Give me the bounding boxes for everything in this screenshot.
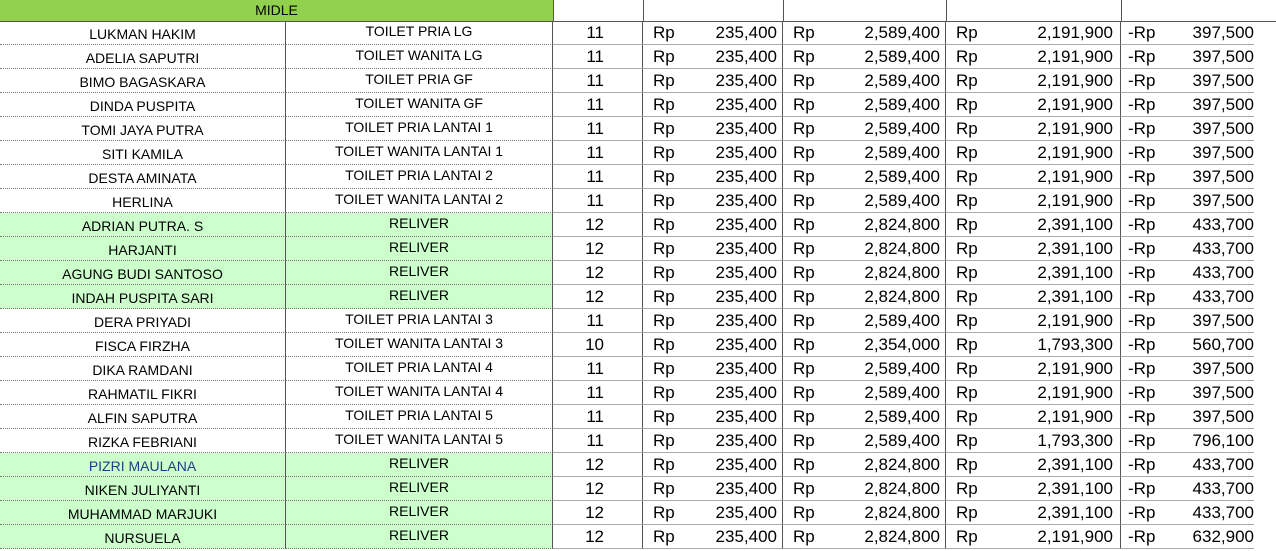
table-row bbox=[0, 453, 1276, 477]
employee-name-cell[interactable]: AGUNG BUDI SANTOSO bbox=[0, 261, 286, 285]
table-row bbox=[0, 213, 1276, 237]
daily-rate-cell[interactable]: 235,400 bbox=[683, 45, 783, 69]
paid-amount-cell[interactable]: 2,191,900 bbox=[986, 69, 1121, 93]
neg-currency-label-cell[interactable]: -Rp bbox=[1121, 141, 1161, 165]
paid-amount-cell[interactable]: 2,191,900 bbox=[986, 189, 1121, 213]
currency-label-cell[interactable]: Rp bbox=[946, 357, 986, 381]
table-row bbox=[0, 189, 1276, 213]
days-cell[interactable]: 12 bbox=[553, 261, 643, 285]
location-cell[interactable]: RELIVER bbox=[286, 237, 553, 261]
header-blank-cell[interactable] bbox=[783, 0, 947, 22]
currency-label-cell[interactable]: Rp bbox=[643, 261, 683, 285]
currency-label-cell[interactable]: Rp bbox=[946, 525, 986, 549]
currency-label-cell[interactable]: Rp bbox=[643, 501, 683, 525]
employee-name-cell[interactable]: RIZKA FEBRIANI bbox=[0, 429, 286, 453]
table-row bbox=[0, 381, 1276, 405]
paid-amount-cell[interactable]: 2,191,900 bbox=[986, 141, 1121, 165]
difference-amount-cell[interactable]: 397,500 bbox=[1161, 21, 1254, 45]
location-cell[interactable]: RELIVER bbox=[286, 261, 553, 285]
difference-amount-cell[interactable]: 397,500 bbox=[1161, 309, 1254, 333]
days-cell[interactable]: 11 bbox=[553, 309, 643, 333]
neg-currency-label-cell[interactable]: -Rp bbox=[1121, 405, 1161, 429]
currency-label-cell[interactable]: Rp bbox=[946, 453, 986, 477]
total-amount-cell[interactable]: 2,824,800 bbox=[823, 453, 946, 477]
difference-amount-cell[interactable]: 433,700 bbox=[1161, 213, 1254, 237]
header-blank-cell[interactable] bbox=[643, 0, 784, 22]
location-cell[interactable]: TOILET PRIA LANTAI 1 bbox=[286, 117, 553, 141]
currency-label-cell[interactable]: Rp bbox=[946, 213, 986, 237]
days-cell[interactable]: 12 bbox=[553, 501, 643, 525]
daily-rate-cell[interactable]: 235,400 bbox=[683, 501, 783, 525]
days-cell[interactable]: 11 bbox=[553, 429, 643, 453]
employee-name-cell[interactable]: INDAH PUSPITA SARI bbox=[0, 285, 286, 309]
table-row bbox=[0, 405, 1276, 429]
paid-amount-cell[interactable]: 1,793,300 bbox=[986, 429, 1121, 453]
neg-currency-label-cell[interactable]: -Rp bbox=[1121, 69, 1161, 93]
currency-label-cell[interactable]: Rp bbox=[783, 453, 823, 477]
daily-rate-cell[interactable]: 235,400 bbox=[683, 189, 783, 213]
table-row bbox=[0, 69, 1276, 93]
currency-label-cell[interactable]: Rp bbox=[946, 429, 986, 453]
location-cell[interactable]: TOILET WANITA LANTAI 4 bbox=[286, 381, 553, 405]
table-row bbox=[0, 501, 1276, 525]
total-amount-cell[interactable]: 2,824,800 bbox=[823, 525, 946, 549]
currency-label-cell[interactable]: Rp bbox=[783, 309, 823, 333]
difference-amount-cell[interactable]: 397,500 bbox=[1161, 405, 1254, 429]
employee-name-cell[interactable]: ADELIA SAPUTRI bbox=[0, 45, 286, 69]
currency-label-cell[interactable]: Rp bbox=[783, 429, 823, 453]
currency-label-cell[interactable]: Rp bbox=[946, 477, 986, 501]
neg-currency-label-cell[interactable]: -Rp bbox=[1121, 237, 1161, 261]
employee-name-cell[interactable]: HARJANTI bbox=[0, 237, 286, 261]
currency-label-cell[interactable]: Rp bbox=[783, 261, 823, 285]
total-amount-cell[interactable]: 2,824,800 bbox=[823, 477, 946, 501]
difference-amount-cell[interactable]: 397,500 bbox=[1161, 117, 1254, 141]
daily-rate-cell[interactable]: 235,400 bbox=[683, 117, 783, 141]
difference-amount-cell[interactable]: 433,700 bbox=[1161, 285, 1254, 309]
employee-name-cell[interactable]: ADRIAN PUTRA. S bbox=[0, 213, 286, 237]
daily-rate-cell[interactable]: 235,400 bbox=[683, 285, 783, 309]
neg-currency-label-cell[interactable]: -Rp bbox=[1121, 117, 1161, 141]
neg-currency-label-cell[interactable]: -Rp bbox=[1121, 357, 1161, 381]
total-amount-cell[interactable]: 2,589,400 bbox=[823, 189, 946, 213]
currency-label-cell[interactable]: Rp bbox=[946, 117, 986, 141]
currency-label-cell[interactable]: Rp bbox=[783, 45, 823, 69]
table-row bbox=[0, 333, 1276, 357]
paid-amount-cell[interactable]: 2,391,100 bbox=[986, 477, 1121, 501]
daily-rate-cell[interactable]: 235,400 bbox=[683, 21, 783, 45]
neg-currency-label-cell[interactable]: -Rp bbox=[1121, 93, 1161, 117]
paid-amount-cell[interactable]: 2,191,900 bbox=[986, 309, 1121, 333]
daily-rate-cell[interactable]: 235,400 bbox=[683, 381, 783, 405]
employee-name-cell[interactable]: NURSUELA bbox=[0, 525, 286, 549]
total-amount-cell[interactable]: 2,824,800 bbox=[823, 261, 946, 285]
difference-amount-cell[interactable]: 433,700 bbox=[1161, 477, 1254, 501]
currency-label-cell[interactable]: Rp bbox=[783, 141, 823, 165]
difference-amount-cell[interactable]: 397,500 bbox=[1161, 45, 1254, 69]
currency-label-cell[interactable]: Rp bbox=[783, 405, 823, 429]
paid-amount-cell[interactable]: 1,793,300 bbox=[986, 333, 1121, 357]
currency-label-cell[interactable]: Rp bbox=[946, 285, 986, 309]
employee-name-cell[interactable]: HERLINA bbox=[0, 189, 286, 213]
total-amount-cell[interactable]: 2,589,400 bbox=[823, 93, 946, 117]
total-amount-cell[interactable]: 2,589,400 bbox=[823, 21, 946, 45]
neg-currency-label-cell[interactable]: -Rp bbox=[1121, 453, 1161, 477]
currency-label-cell[interactable]: Rp bbox=[946, 141, 986, 165]
neg-currency-label-cell[interactable]: -Rp bbox=[1121, 501, 1161, 525]
currency-label-cell[interactable]: Rp bbox=[643, 453, 683, 477]
employee-name-cell[interactable]: RAHMATIL FIKRI bbox=[0, 381, 286, 405]
total-amount-cell[interactable]: 2,589,400 bbox=[823, 309, 946, 333]
employee-name-cell[interactable]: SITI KAMILA bbox=[0, 141, 286, 165]
currency-label-cell[interactable]: Rp bbox=[643, 93, 683, 117]
neg-currency-label-cell[interactable]: -Rp bbox=[1121, 45, 1161, 69]
table-row bbox=[0, 45, 1276, 69]
paid-amount-cell[interactable]: 2,191,900 bbox=[986, 45, 1121, 69]
paid-amount-cell[interactable]: 2,191,900 bbox=[986, 93, 1121, 117]
currency-label-cell[interactable]: Rp bbox=[783, 69, 823, 93]
days-cell[interactable]: 11 bbox=[553, 69, 643, 93]
employee-name-cell[interactable]: FISCA FIRZHA bbox=[0, 333, 286, 357]
difference-amount-cell[interactable]: 560,700 bbox=[1161, 333, 1254, 357]
total-amount-cell[interactable]: 2,824,800 bbox=[823, 213, 946, 237]
currency-label-cell[interactable]: Rp bbox=[946, 405, 986, 429]
currency-label-cell[interactable]: Rp bbox=[783, 93, 823, 117]
currency-label-cell[interactable]: Rp bbox=[946, 21, 986, 45]
currency-label-cell[interactable]: Rp bbox=[783, 117, 823, 141]
neg-currency-label-cell[interactable]: -Rp bbox=[1121, 333, 1161, 357]
total-amount-cell[interactable]: 2,589,400 bbox=[823, 165, 946, 189]
paid-amount-cell[interactable]: 2,191,900 bbox=[986, 165, 1121, 189]
currency-label-cell[interactable]: Rp bbox=[783, 357, 823, 381]
currency-label-cell[interactable]: Rp bbox=[946, 501, 986, 525]
days-cell[interactable]: 11 bbox=[553, 21, 643, 45]
currency-label-cell[interactable]: Rp bbox=[643, 21, 683, 45]
table-row bbox=[0, 117, 1276, 141]
currency-label-cell[interactable]: Rp bbox=[643, 333, 683, 357]
difference-amount-cell[interactable]: 397,500 bbox=[1161, 93, 1254, 117]
difference-amount-cell[interactable]: 433,700 bbox=[1161, 261, 1254, 285]
table-row bbox=[0, 21, 1276, 45]
currency-label-cell[interactable]: Rp bbox=[783, 525, 823, 549]
currency-label-cell[interactable]: Rp bbox=[783, 165, 823, 189]
currency-label-cell[interactable]: Rp bbox=[643, 189, 683, 213]
table-row bbox=[0, 477, 1276, 501]
location-cell[interactable]: TOILET WANITA LANTAI 2 bbox=[286, 189, 553, 213]
currency-label-cell[interactable]: Rp bbox=[643, 117, 683, 141]
days-cell[interactable]: 10 bbox=[553, 333, 643, 357]
currency-label-cell[interactable]: Rp bbox=[643, 357, 683, 381]
difference-amount-cell[interactable]: 796,100 bbox=[1161, 429, 1254, 453]
daily-rate-cell[interactable]: 235,400 bbox=[683, 333, 783, 357]
location-cell[interactable]: RELIVER bbox=[286, 453, 553, 477]
daily-rate-cell[interactable]: 235,400 bbox=[683, 429, 783, 453]
currency-label-cell[interactable]: Rp bbox=[946, 69, 986, 93]
currency-label-cell[interactable]: Rp bbox=[946, 381, 986, 405]
currency-label-cell[interactable]: Rp bbox=[643, 285, 683, 309]
paid-amount-cell[interactable]: 2,391,100 bbox=[986, 453, 1121, 477]
location-cell[interactable]: RELIVER bbox=[286, 525, 553, 549]
currency-label-cell[interactable]: Rp bbox=[946, 261, 986, 285]
employee-name-cell[interactable]: BIMO BAGASKARA bbox=[0, 69, 286, 93]
days-cell[interactable]: 12 bbox=[553, 237, 643, 261]
employee-name-cell[interactable]: DIKA RAMDANI bbox=[0, 357, 286, 381]
table-row bbox=[0, 93, 1276, 117]
total-amount-cell[interactable]: 2,824,800 bbox=[823, 237, 946, 261]
daily-rate-cell[interactable]: 235,400 bbox=[683, 405, 783, 429]
table-row bbox=[0, 525, 1276, 549]
currency-label-cell[interactable]: Rp bbox=[643, 141, 683, 165]
total-amount-cell[interactable]: 2,589,400 bbox=[823, 69, 946, 93]
total-amount-cell[interactable]: 2,589,400 bbox=[823, 45, 946, 69]
difference-amount-cell[interactable]: 397,500 bbox=[1161, 189, 1254, 213]
daily-rate-cell[interactable]: 235,400 bbox=[683, 237, 783, 261]
days-cell[interactable]: 12 bbox=[553, 525, 643, 549]
currency-label-cell[interactable]: Rp bbox=[783, 381, 823, 405]
paid-amount-cell[interactable]: 2,191,900 bbox=[986, 21, 1121, 45]
difference-amount-cell[interactable]: 433,700 bbox=[1161, 501, 1254, 525]
total-amount-cell[interactable]: 2,354,000 bbox=[823, 333, 946, 357]
currency-label-cell[interactable]: Rp bbox=[783, 285, 823, 309]
days-cell[interactable]: 11 bbox=[553, 381, 643, 405]
location-cell[interactable]: TOILET WANITA LG bbox=[286, 45, 553, 69]
header-blank-cell[interactable] bbox=[553, 0, 644, 22]
table-row bbox=[0, 237, 1276, 261]
daily-rate-cell[interactable]: 235,400 bbox=[683, 357, 783, 381]
currency-label-cell[interactable]: Rp bbox=[783, 333, 823, 357]
difference-amount-cell[interactable]: 397,500 bbox=[1161, 141, 1254, 165]
paid-amount-cell[interactable]: 2,191,900 bbox=[986, 405, 1121, 429]
table-row bbox=[0, 309, 1276, 333]
total-amount-cell[interactable]: 2,589,400 bbox=[823, 405, 946, 429]
days-cell[interactable]: 12 bbox=[553, 477, 643, 501]
employee-name-cell[interactable]: DINDA PUSPITA bbox=[0, 93, 286, 117]
currency-label-cell[interactable]: Rp bbox=[946, 45, 986, 69]
days-cell[interactable]: 11 bbox=[553, 117, 643, 141]
difference-amount-cell[interactable]: 397,500 bbox=[1161, 69, 1254, 93]
difference-amount-cell[interactable]: 397,500 bbox=[1161, 165, 1254, 189]
location-cell[interactable]: TOILET WANITA LANTAI 1 bbox=[286, 141, 553, 165]
neg-currency-label-cell[interactable]: -Rp bbox=[1121, 213, 1161, 237]
difference-amount-cell[interactable]: 397,500 bbox=[1161, 357, 1254, 381]
total-amount-cell[interactable]: 2,589,400 bbox=[823, 357, 946, 381]
daily-rate-cell[interactable]: 235,400 bbox=[683, 309, 783, 333]
neg-currency-label-cell[interactable]: -Rp bbox=[1121, 525, 1161, 549]
currency-label-cell[interactable]: Rp bbox=[783, 189, 823, 213]
days-cell[interactable]: 12 bbox=[553, 285, 643, 309]
daily-rate-cell[interactable]: 235,400 bbox=[683, 69, 783, 93]
daily-rate-cell[interactable]: 235,400 bbox=[683, 165, 783, 189]
currency-label-cell[interactable]: Rp bbox=[946, 309, 986, 333]
section-header-midle[interactable]: MIDLE bbox=[0, 0, 554, 22]
days-cell[interactable]: 11 bbox=[553, 405, 643, 429]
paid-amount-cell[interactable]: 2,391,100 bbox=[986, 237, 1121, 261]
total-amount-cell[interactable]: 2,589,400 bbox=[823, 381, 946, 405]
difference-amount-cell[interactable]: 433,700 bbox=[1161, 237, 1254, 261]
neg-currency-label-cell[interactable]: -Rp bbox=[1121, 429, 1161, 453]
location-cell[interactable]: TOILET WANITA LANTAI 3 bbox=[286, 333, 553, 357]
location-cell[interactable]: RELIVER bbox=[286, 501, 553, 525]
paid-amount-cell[interactable]: 2,191,900 bbox=[986, 381, 1121, 405]
currency-label-cell[interactable]: Rp bbox=[783, 237, 823, 261]
currency-label-cell[interactable]: Rp bbox=[643, 213, 683, 237]
days-cell[interactable]: 11 bbox=[553, 141, 643, 165]
currency-label-cell[interactable]: Rp bbox=[946, 93, 986, 117]
location-cell[interactable]: RELIVER bbox=[286, 213, 553, 237]
location-cell[interactable]: TOILET PRIA GF bbox=[286, 69, 553, 93]
neg-currency-label-cell[interactable]: -Rp bbox=[1121, 477, 1161, 501]
currency-label-cell[interactable]: Rp bbox=[783, 477, 823, 501]
daily-rate-cell[interactable]: 235,400 bbox=[683, 261, 783, 285]
paid-amount-cell[interactable]: 2,191,900 bbox=[986, 117, 1121, 141]
location-cell[interactable]: TOILET PRIA LANTAI 5 bbox=[286, 405, 553, 429]
paid-amount-cell[interactable]: 2,191,900 bbox=[986, 525, 1121, 549]
location-cell[interactable]: TOILET PRIA LANTAI 2 bbox=[286, 165, 553, 189]
employee-name-cell[interactable]: NIKEN JULIYANTI bbox=[0, 477, 286, 501]
currency-label-cell[interactable]: Rp bbox=[783, 213, 823, 237]
currency-label-cell[interactable]: Rp bbox=[946, 237, 986, 261]
location-cell[interactable]: TOILET PRIA LANTAI 4 bbox=[286, 357, 553, 381]
total-amount-cell[interactable]: 2,589,400 bbox=[823, 117, 946, 141]
total-amount-cell[interactable]: 2,824,800 bbox=[823, 501, 946, 525]
paid-amount-cell[interactable]: 2,391,100 bbox=[986, 501, 1121, 525]
days-cell[interactable]: 11 bbox=[553, 45, 643, 69]
neg-currency-label-cell[interactable]: -Rp bbox=[1121, 309, 1161, 333]
employee-name-cell[interactable]: DERA PRIYADI bbox=[0, 309, 286, 333]
neg-currency-label-cell[interactable]: -Rp bbox=[1121, 165, 1161, 189]
daily-rate-cell[interactable]: 235,400 bbox=[683, 453, 783, 477]
currency-label-cell[interactable]: Rp bbox=[643, 381, 683, 405]
employee-name-cell[interactable]: ALFIN SAPUTRA bbox=[0, 405, 286, 429]
currency-label-cell[interactable]: Rp bbox=[946, 333, 986, 357]
days-cell[interactable]: 11 bbox=[553, 165, 643, 189]
currency-label-cell[interactable]: Rp bbox=[946, 189, 986, 213]
table-row bbox=[0, 285, 1276, 309]
currency-label-cell[interactable]: Rp bbox=[643, 525, 683, 549]
currency-label-cell[interactable]: Rp bbox=[643, 477, 683, 501]
location-cell[interactable]: RELIVER bbox=[286, 285, 553, 309]
daily-rate-cell[interactable]: 235,400 bbox=[683, 93, 783, 117]
days-cell[interactable]: 11 bbox=[553, 93, 643, 117]
neg-currency-label-cell[interactable]: -Rp bbox=[1121, 21, 1161, 45]
currency-label-cell[interactable]: Rp bbox=[946, 165, 986, 189]
currency-label-cell[interactable]: Rp bbox=[643, 45, 683, 69]
employee-name-cell[interactable]: LUKMAN HAKIM bbox=[0, 21, 286, 45]
daily-rate-cell[interactable]: 235,400 bbox=[683, 213, 783, 237]
paid-amount-cell[interactable]: 2,391,100 bbox=[986, 213, 1121, 237]
neg-currency-label-cell[interactable]: -Rp bbox=[1121, 285, 1161, 309]
total-amount-cell[interactable]: 2,824,800 bbox=[823, 285, 946, 309]
table-row bbox=[0, 357, 1276, 381]
neg-currency-label-cell[interactable]: -Rp bbox=[1121, 381, 1161, 405]
daily-rate-cell[interactable]: 235,400 bbox=[683, 141, 783, 165]
currency-label-cell[interactable]: Rp bbox=[643, 69, 683, 93]
employee-name-cell[interactable]: TOMI JAYA PUTRA bbox=[0, 117, 286, 141]
neg-currency-label-cell[interactable]: -Rp bbox=[1121, 189, 1161, 213]
days-cell[interactable]: 12 bbox=[553, 453, 643, 477]
header-blank-cell[interactable] bbox=[946, 0, 1122, 22]
days-cell[interactable]: 11 bbox=[553, 357, 643, 381]
daily-rate-cell[interactable]: 235,400 bbox=[683, 525, 783, 549]
location-cell[interactable]: TOILET PRIA LG bbox=[286, 21, 553, 45]
location-cell[interactable]: TOILET PRIA LANTAI 3 bbox=[286, 309, 553, 333]
currency-label-cell[interactable]: Rp bbox=[783, 21, 823, 45]
currency-label-cell[interactable]: Rp bbox=[643, 429, 683, 453]
table-row bbox=[0, 141, 1276, 165]
employee-name-cell[interactable]: MUHAMMAD MARJUKI bbox=[0, 501, 286, 525]
neg-currency-label-cell[interactable]: -Rp bbox=[1121, 261, 1161, 285]
difference-amount-cell[interactable]: 397,500 bbox=[1161, 381, 1254, 405]
currency-label-cell[interactable]: Rp bbox=[643, 309, 683, 333]
table-row bbox=[0, 261, 1276, 285]
header-blank-cell[interactable] bbox=[1121, 0, 1276, 22]
employee-name-cell[interactable]: PIZRI MAULANA bbox=[0, 453, 286, 477]
location-cell[interactable]: TOILET WANITA GF bbox=[286, 93, 553, 117]
location-cell[interactable]: RELIVER bbox=[286, 477, 553, 501]
days-cell[interactable]: 11 bbox=[553, 189, 643, 213]
currency-label-cell[interactable]: Rp bbox=[783, 501, 823, 525]
currency-label-cell[interactable]: Rp bbox=[643, 165, 683, 189]
employee-name-cell[interactable]: DESTA AMINATA bbox=[0, 165, 286, 189]
difference-amount-cell[interactable]: 632,900 bbox=[1161, 525, 1254, 549]
daily-rate-cell[interactable]: 235,400 bbox=[683, 477, 783, 501]
difference-amount-cell[interactable]: 433,700 bbox=[1161, 453, 1254, 477]
paid-amount-cell[interactable]: 2,391,100 bbox=[986, 285, 1121, 309]
table-row bbox=[0, 165, 1276, 189]
currency-label-cell[interactable]: Rp bbox=[643, 405, 683, 429]
location-cell[interactable]: TOILET WANITA LANTAI 5 bbox=[286, 429, 553, 453]
total-amount-cell[interactable]: 2,589,400 bbox=[823, 141, 946, 165]
total-amount-cell[interactable]: 2,589,400 bbox=[823, 429, 946, 453]
paid-amount-cell[interactable]: 2,191,900 bbox=[986, 357, 1121, 381]
table-row bbox=[0, 429, 1276, 453]
paid-amount-cell[interactable]: 2,391,100 bbox=[986, 261, 1121, 285]
currency-label-cell[interactable]: Rp bbox=[643, 237, 683, 261]
days-cell[interactable]: 12 bbox=[553, 213, 643, 237]
